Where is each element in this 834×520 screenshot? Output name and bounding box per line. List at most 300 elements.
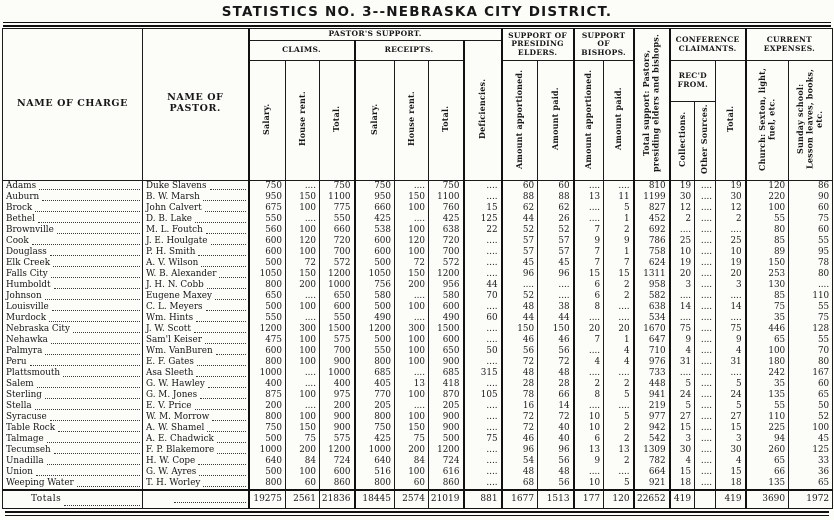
cell-church-expenses: 253 <box>746 269 789 280</box>
cell-receipts-house-rent: 150 <box>395 269 429 280</box>
cell-receipts-salary: 405 <box>355 379 395 390</box>
cell-claims-salary: 1050 <box>249 269 286 280</box>
cell-claims-salary: 600 <box>249 236 286 247</box>
group-header-bishops: SUPPORT OF BISHOPS. <box>574 29 634 61</box>
dot-leader <box>196 313 245 322</box>
cell-pastor: John Calvert <box>143 203 249 214</box>
cell-bishops-apportioned: 8 <box>574 390 604 401</box>
cell-deficiencies: .... <box>464 192 502 203</box>
cell-receipts-salary: 538 <box>355 225 395 236</box>
cell-bishops-paid: 2 <box>604 456 634 467</box>
cell-sunday-school: 45 <box>789 434 833 445</box>
cell-pe-apportioned: 28 <box>502 379 538 390</box>
cell-deficiencies: .... <box>464 412 502 423</box>
cell-pastor: D. B. Lake <box>143 214 249 225</box>
cell-other-sources: .... <box>695 269 716 280</box>
cell-charge: Nehawka <box>3 335 143 346</box>
cell-pastor: J. H. N. Cobb <box>143 280 249 291</box>
cell-collections: 3 <box>670 280 695 291</box>
group-header-presiding-elders: SUPPORT OF PRESIDING ELDERS. <box>502 29 574 61</box>
cell-collections: 15 <box>670 423 695 434</box>
dot-leader <box>206 302 246 311</box>
cell-claims-total: 1200 <box>320 269 355 280</box>
table-header <box>3 29 833 181</box>
table-row <box>3 313 833 324</box>
cell-receipts-salary: 500 <box>355 258 395 269</box>
cell-other-sources: .... <box>695 467 716 478</box>
col-header-claims-total: Total. <box>320 61 355 181</box>
cell-receipts-house-rent: 300 <box>395 324 429 335</box>
cell-pe-apportioned: 72 <box>502 357 538 368</box>
cell-sunday-school: 90 <box>789 192 833 203</box>
cell-bishops-apportioned: .... <box>574 401 604 412</box>
table-row <box>3 456 833 467</box>
dot-leader <box>196 368 245 377</box>
cell-receipts-salary: 950 <box>355 192 395 203</box>
cell-claimants-total: 4 <box>716 456 746 467</box>
cell-claims-salary: 475 <box>249 335 286 346</box>
cell-bishops-paid: 2 <box>604 379 634 390</box>
cell-charge: Salem <box>3 379 143 390</box>
col-header-receipts-total: Total. <box>429 61 464 181</box>
cell-receipts-total: 1200 <box>429 445 464 456</box>
cell-claims-house-rent: 100 <box>286 302 320 313</box>
cell-claims-house-rent: 100 <box>286 247 320 258</box>
cell-claims-salary: 875 <box>249 390 286 401</box>
cell-claims-house-rent: 200 <box>286 280 320 291</box>
col-header-name-of-pastor: NAME OF PASTOR. <box>143 29 249 181</box>
cell-receipts-total: 685 <box>429 368 464 379</box>
cell-claims-total: 900 <box>320 357 355 368</box>
cell-bishops-paid: 2 <box>604 423 634 434</box>
cell-pe-apportioned: 1677 <box>502 490 538 509</box>
cell-charge: Bethel <box>3 214 143 225</box>
cell-pe-apportioned: 48 <box>502 467 538 478</box>
cell-receipts-house-rent: .... <box>395 291 429 302</box>
table-row <box>3 346 833 357</box>
cell-sunday-school: 65 <box>789 478 833 490</box>
col-header-claimants-total: Total. <box>716 61 746 181</box>
cell-claims-salary: 750 <box>249 180 286 192</box>
cell-pe-paid: 72 <box>538 412 574 423</box>
table-row <box>3 280 833 291</box>
cell-pe-apportioned: 16 <box>502 401 538 412</box>
cell-other-sources: .... <box>695 335 716 346</box>
cell-deficiencies: 75 <box>464 434 502 445</box>
cell-church-expenses: 120 <box>746 180 789 192</box>
dot-leader <box>38 214 140 223</box>
cell-pe-apportioned: 62 <box>502 203 538 214</box>
cell-claimants-total: 15 <box>716 423 746 434</box>
cell-bishops-paid: 4 <box>604 357 634 368</box>
cell-claims-total: 1500 <box>320 324 355 335</box>
dot-leader <box>53 258 140 267</box>
cell-collections: 19 <box>670 180 695 192</box>
dot-leader <box>51 269 140 278</box>
cell-claims-house-rent: 75 <box>286 434 320 445</box>
cell-charge: Palmyra <box>3 346 143 357</box>
cell-pe-paid: 14 <box>538 401 574 412</box>
cell-sunday-school: 55 <box>789 236 833 247</box>
table-row <box>3 225 833 236</box>
cell-church-expenses: 65 <box>746 456 789 467</box>
cell-deficiencies: .... <box>464 357 502 368</box>
cell-receipts-salary: 800 <box>355 357 395 368</box>
cell-church-expenses: 65 <box>746 335 789 346</box>
cell-receipts-total: 425 <box>429 214 464 225</box>
cell-pe-apportioned: 44 <box>502 313 538 324</box>
table-row <box>3 401 833 412</box>
cell-bishops-apportioned: 6 <box>574 291 604 302</box>
cell-pastor: A. W. Shamel <box>143 423 249 434</box>
cell-claims-total: 1000 <box>320 280 355 291</box>
dot-leader <box>49 313 140 322</box>
cell-church-expenses: 3690 <box>746 490 789 509</box>
col-header-other-sources: Other Sources. <box>695 101 716 180</box>
cell-deficiencies: .... <box>464 379 502 390</box>
cell-claims-house-rent: 100 <box>286 467 320 478</box>
cell-claims-house-rent: 60 <box>286 478 320 490</box>
cell-claims-house-rent: 150 <box>286 423 320 434</box>
cell-receipts-house-rent: 200 <box>395 445 429 456</box>
cell-receipts-total: 638 <box>429 225 464 236</box>
cell-church-expenses: 260 <box>746 445 789 456</box>
cell-pe-paid: 40 <box>538 434 574 445</box>
col-header-total-support: Total support: Pastors, presiding elders and bishops. <box>634 29 670 181</box>
cell-claims-salary: 600 <box>249 346 286 357</box>
cell-other-sources: .... <box>695 180 716 192</box>
cell-church-expenses: 135 <box>746 478 789 490</box>
cell-bishops-paid: 5 <box>604 390 634 401</box>
cell-receipts-salary: 18445 <box>355 490 395 509</box>
dot-leader <box>195 401 246 410</box>
cell-claims-total: 575 <box>320 434 355 445</box>
cell-bishops-paid: 2 <box>604 225 634 236</box>
cell-bishops-paid: 4 <box>604 346 634 357</box>
cell-collections: 9 <box>670 335 695 346</box>
cell-other-sources: .... <box>695 302 716 313</box>
dot-leader <box>200 390 245 399</box>
cell-sunday-school: 55 <box>789 302 833 313</box>
cell-receipts-salary: 685 <box>355 368 395 379</box>
cell-receipts-house-rent: 200 <box>395 280 429 291</box>
cell-claims-house-rent: .... <box>286 379 320 390</box>
cell-receipts-total: 205 <box>429 401 464 412</box>
cell-claims-total: 21836 <box>320 490 355 509</box>
cell-receipts-total: 600 <box>429 302 464 313</box>
cell-claims-house-rent: 100 <box>286 412 320 423</box>
cell-claims-salary: 650 <box>249 291 286 302</box>
title-rule <box>3 22 831 27</box>
cell-claims-total: 1000 <box>320 368 355 379</box>
cell-total-support: 1670 <box>634 324 670 335</box>
cell-deficiencies: .... <box>464 445 502 456</box>
cell-receipts-total: 1200 <box>429 269 464 280</box>
cell-other-sources: .... <box>695 291 716 302</box>
cell-pastor: P. H. Smith <box>143 247 249 258</box>
cell-collections: 5 <box>670 401 695 412</box>
cell-sunday-school: 70 <box>789 346 833 357</box>
cell-pastor: G. W. Hawley <box>143 379 249 390</box>
cell-claims-salary: 675 <box>249 203 286 214</box>
cell-sunday-school: 50 <box>789 401 833 412</box>
table-body <box>3 180 833 508</box>
cell-pe-paid: .... <box>538 291 574 302</box>
dot-leader <box>203 192 246 201</box>
cell-claimants-total: .... <box>716 313 746 324</box>
cell-other-sources: .... <box>695 280 716 291</box>
cell-bishops-paid: .... <box>604 368 634 379</box>
cell-total-support: 710 <box>634 346 670 357</box>
cell-other-sources <box>695 490 716 509</box>
cell-total-support: 782 <box>634 456 670 467</box>
cell-pe-apportioned: 96 <box>502 445 538 456</box>
cell-other-sources: .... <box>695 313 716 324</box>
cell-deficiencies: .... <box>464 269 502 280</box>
cell-receipts-house-rent: 100 <box>395 302 429 313</box>
cell-receipts-house-rent: 100 <box>395 357 429 368</box>
cell-claimants-total: 75 <box>716 324 746 335</box>
cell-pe-apportioned: 78 <box>502 390 538 401</box>
cell-pe-paid: 96 <box>538 445 574 456</box>
cell-claims-total: 550 <box>320 214 355 225</box>
cell-other-sources: .... <box>695 225 716 236</box>
cell-collections: 19 <box>670 258 695 269</box>
cell-church-expenses: 130 <box>746 280 789 291</box>
cell-receipts-salary: 600 <box>355 236 395 247</box>
cell-church-expenses: 89 <box>746 247 789 258</box>
table-row <box>3 379 833 390</box>
cell-church-expenses: 35 <box>746 379 789 390</box>
dot-leader <box>47 456 140 465</box>
table-row <box>3 247 833 258</box>
table-row <box>3 258 833 269</box>
cell-receipts-house-rent: 100 <box>395 390 429 401</box>
cell-charge: Nebraska City <box>3 324 143 335</box>
cell-receipts-salary: 490 <box>355 313 395 324</box>
cell-pe-paid: 46 <box>538 335 574 346</box>
cell-claims-salary: 550 <box>249 214 286 225</box>
cell-claims-house-rent: 100 <box>286 335 320 346</box>
cell-pe-apportioned: 46 <box>502 434 538 445</box>
cell-claimants-total: 30 <box>716 445 746 456</box>
cell-bishops-paid: .... <box>604 180 634 192</box>
cell-claims-house-rent: 100 <box>286 390 320 401</box>
cell-claims-salary: 500 <box>249 302 286 313</box>
cell-claimants-total: 419 <box>716 490 746 509</box>
cell-receipts-house-rent: 13 <box>395 379 429 390</box>
cell-bishops-apportioned: 7 <box>574 247 604 258</box>
cell-pe-apportioned: 44 <box>502 214 538 225</box>
dot-leader <box>217 445 245 454</box>
cell-bishops-apportioned: .... <box>574 203 604 214</box>
table-row <box>3 236 833 247</box>
cell-claimants-total: 31 <box>716 357 746 368</box>
table-row <box>3 434 833 445</box>
cell-bishops-paid: 1 <box>604 247 634 258</box>
cell-bishops-paid: 1 <box>604 214 634 225</box>
cell-pe-apportioned: 46 <box>502 335 538 346</box>
cell-receipts-total: 1500 <box>429 324 464 335</box>
cell-bishops-paid: 120 <box>604 490 634 509</box>
cell-deficiencies: 44 <box>464 280 502 291</box>
cell-total-support: 977 <box>634 412 670 423</box>
dot-leader <box>197 357 246 366</box>
cell-deficiencies: 315 <box>464 368 502 379</box>
cell-sunday-school: 60 <box>789 203 833 214</box>
cell-receipts-house-rent: .... <box>395 401 429 412</box>
cell-claims-total: 600 <box>320 467 355 478</box>
cell-receipts-total: 860 <box>429 478 464 490</box>
cell-total-support: 1309 <box>634 445 670 456</box>
cell-bishops-apportioned: 6 <box>574 280 604 291</box>
cell-claimants-total: 19 <box>716 258 746 269</box>
cell-claims-house-rent: 120 <box>286 236 320 247</box>
cell-pe-paid: 56 <box>538 478 574 490</box>
cell-claims-house-rent: 100 <box>286 203 320 214</box>
cell-deficiencies: .... <box>464 467 502 478</box>
cell-bishops-apportioned: .... <box>574 368 604 379</box>
cell-other-sources: .... <box>695 390 716 401</box>
cell-bishops-apportioned: .... <box>574 180 604 192</box>
cell-collections: 27 <box>670 412 695 423</box>
cell-deficiencies: .... <box>464 258 502 269</box>
cell-claims-total: 600 <box>320 302 355 313</box>
cell-church-expenses: 220 <box>746 192 789 203</box>
cell-bishops-apportioned: 6 <box>574 434 604 445</box>
dot-leader <box>35 203 140 212</box>
cell-sunday-school: 80 <box>789 269 833 280</box>
cell-claimants-total: 14 <box>716 302 746 313</box>
cell-charge: Brock <box>3 203 143 214</box>
cell-sunday-school: 60 <box>789 379 833 390</box>
cell-claims-house-rent: 100 <box>286 357 320 368</box>
table-row <box>3 203 833 214</box>
cell-receipts-total: 21019 <box>429 490 464 509</box>
cell-receipts-salary: 1050 <box>355 269 395 280</box>
cell-bishops-apportioned: 10 <box>574 423 604 434</box>
cell-other-sources: .... <box>695 478 716 490</box>
cell-collections: 18 <box>670 478 695 490</box>
cell-charge: Murdock <box>3 313 143 324</box>
cell-pe-paid: 88 <box>538 192 574 203</box>
cell-collections: 5 <box>670 379 695 390</box>
cell-receipts-house-rent: 60 <box>395 478 429 490</box>
cell-pe-paid: 57 <box>538 236 574 247</box>
cell-claims-total: 975 <box>320 390 355 401</box>
cell-church-expenses: 85 <box>746 291 789 302</box>
dot-leader <box>42 192 140 201</box>
dot-leader <box>174 494 246 503</box>
cell-deficiencies: .... <box>464 302 502 313</box>
cell-charge: Louisville <box>3 302 143 313</box>
cell-total-support: 638 <box>634 302 670 313</box>
dot-leader <box>215 291 246 300</box>
cell-church-expenses: 180 <box>746 357 789 368</box>
cell-bishops-paid: 13 <box>604 445 634 456</box>
col-header-pe-amount-paid: Amount paid. <box>538 61 574 181</box>
cell-bishops-apportioned: 13 <box>574 192 604 203</box>
table-row <box>3 269 833 280</box>
cell-deficiencies: 125 <box>464 214 502 225</box>
cell-bishops-apportioned: 7 <box>574 335 604 346</box>
table-row <box>3 214 833 225</box>
cell-claimants-total: 5 <box>716 379 746 390</box>
cell-bishops-paid: 9 <box>604 236 634 247</box>
cell-charge: Unadilla <box>3 456 143 467</box>
dot-leader <box>45 291 140 300</box>
cell-receipts-house-rent: 100 <box>395 412 429 423</box>
table-row <box>3 467 833 478</box>
cell-collections: 31 <box>670 357 695 368</box>
cell-total-support: 733 <box>634 368 670 379</box>
cell-claimants-total: .... <box>716 368 746 379</box>
cell-receipts-total: 760 <box>429 203 464 214</box>
dot-leader <box>199 467 245 476</box>
cell-sunday-school: 95 <box>789 247 833 258</box>
cell-claims-total: 575 <box>320 335 355 346</box>
dot-leader <box>205 335 246 344</box>
cell-church-expenses: 85 <box>746 236 789 247</box>
col-header-bishops-amount-paid: Amount paid. <box>604 61 634 181</box>
cell-other-sources: .... <box>695 456 716 467</box>
cell-collections: 14 <box>670 302 695 313</box>
cell-pe-paid: 28 <box>538 379 574 390</box>
cell-other-sources: .... <box>695 324 716 335</box>
cell-total-support: 1199 <box>634 192 670 203</box>
cell-claims-house-rent: 2561 <box>286 490 320 509</box>
cell-receipts-house-rent: 2574 <box>395 490 429 509</box>
page-title: STATISTICS NO. 3--NEBRASKA CITY DISTRICT. <box>221 4 613 20</box>
cell-total-support: 921 <box>634 478 670 490</box>
cell-bishops-paid: 2 <box>604 434 634 445</box>
cell-claimants-total: 24 <box>716 390 746 401</box>
dot-leader <box>212 412 245 421</box>
cell-other-sources: .... <box>695 368 716 379</box>
group-header-current-expenses: CURRENT EXPENSES. <box>746 29 833 61</box>
cell-other-sources: .... <box>695 192 716 203</box>
cell-receipts-house-rent: 150 <box>395 192 429 203</box>
cell-claims-total: 400 <box>320 379 355 390</box>
cell-receipts-house-rent: 100 <box>395 203 429 214</box>
cell-receipts-total: 750 <box>429 180 464 192</box>
cell-charge: Weeping Water <box>3 478 143 490</box>
cell-bishops-apportioned: 7 <box>574 258 604 269</box>
dot-leader <box>195 214 245 223</box>
dot-leader <box>45 346 140 355</box>
cell-claims-house-rent: .... <box>286 368 320 379</box>
cell-other-sources: .... <box>695 214 716 225</box>
cell-claims-total: 700 <box>320 346 355 357</box>
cell-total-support: 534 <box>634 313 670 324</box>
cell-pe-apportioned: 96 <box>502 269 538 280</box>
dot-leader <box>45 390 140 399</box>
dot-leader <box>201 258 245 267</box>
col-header-receipts-salary: Salary. <box>355 61 395 181</box>
cell-claimants-total: 30 <box>716 192 746 203</box>
cell-deficiencies: .... <box>464 324 502 335</box>
cell-charge: Falls City <box>3 269 143 280</box>
col-header-church-expenses: Church: Sexton, light, fuel, etc. <box>746 61 789 181</box>
cell-deficiencies: 881 <box>464 490 502 509</box>
group-header-conference-claimants: CONFERENCE CLAIMANTS. <box>670 29 746 61</box>
cell-collections: 15 <box>670 467 695 478</box>
cell-church-expenses: 100 <box>746 346 789 357</box>
cell-bishops-paid: .... <box>604 401 634 412</box>
cell-claims-house-rent: .... <box>286 214 320 225</box>
cell-pe-apportioned: 57 <box>502 247 538 258</box>
dot-leader <box>63 368 140 377</box>
